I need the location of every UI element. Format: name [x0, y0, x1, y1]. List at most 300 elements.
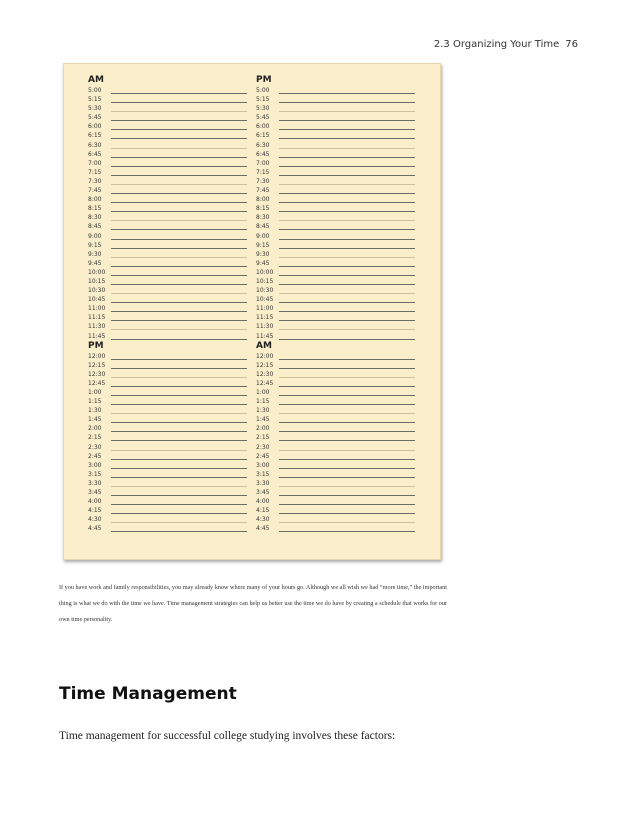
time-slot-label: 6:15: [88, 132, 102, 140]
time-slot-row: [256, 213, 272, 222]
time-slot-label: 8:00: [88, 196, 102, 204]
time-slot-row: [256, 397, 272, 406]
write-in-line[interactable]: [111, 93, 247, 94]
write-in-line[interactable]: [279, 377, 415, 378]
time-slot-label: 5:30: [88, 105, 102, 113]
time-slot-row: [256, 361, 272, 370]
time-slot-row: [88, 268, 104, 277]
write-in-line[interactable]: [111, 239, 247, 240]
time-slot-label: 11:15: [88, 314, 106, 322]
time-slot-label: 4:00: [88, 498, 102, 506]
time-slot-label: 5:45: [256, 114, 270, 122]
write-in-line[interactable]: [111, 386, 247, 387]
time-slot-row: [88, 95, 104, 104]
time-slot-row: [256, 122, 272, 131]
write-in-line[interactable]: [279, 211, 415, 212]
write-in-line[interactable]: [279, 413, 415, 414]
time-slot-label: 5:15: [88, 96, 102, 104]
time-slot-row: [256, 497, 272, 506]
time-slot-row: [88, 470, 104, 479]
write-in-line[interactable]: [279, 293, 415, 294]
time-slot-row: [256, 415, 272, 424]
time-slot-label: 9:45: [256, 259, 270, 267]
write-in-line[interactable]: [279, 431, 415, 432]
time-slot-label: 11:15: [256, 314, 274, 322]
write-in-line[interactable]: [279, 477, 415, 478]
time-slot-label: 2:15: [88, 434, 102, 442]
time-slot-row: [256, 352, 272, 361]
write-in-line[interactable]: [111, 175, 247, 176]
time-slot-label: 11:45: [88, 332, 106, 340]
period-header: PM: [256, 75, 272, 85]
time-slot-label: 5:30: [256, 105, 270, 113]
time-slot-label: 3:45: [256, 489, 270, 497]
time-slot-label: 4:45: [256, 525, 270, 533]
time-slot-row: [88, 141, 104, 150]
write-in-line[interactable]: [111, 257, 247, 258]
write-in-line[interactable]: [111, 413, 247, 414]
write-in-line[interactable]: [279, 102, 415, 103]
time-slot-label: 6:45: [256, 150, 270, 158]
time-slot-row: [88, 479, 104, 488]
write-in-line[interactable]: [111, 157, 247, 158]
time-slot-label: 4:15: [88, 507, 102, 515]
time-slot-label: 7:00: [88, 159, 102, 167]
time-slot-row: [256, 250, 272, 259]
write-in-line[interactable]: [279, 320, 415, 321]
time-slot-label: 2:00: [256, 425, 270, 433]
time-slot-row: [256, 332, 272, 341]
time-slot-row: [88, 204, 104, 213]
time-slot-row: [256, 86, 272, 95]
time-slot-row: [256, 506, 272, 515]
time-slot-label: 7:45: [256, 187, 270, 195]
period-header: AM: [88, 75, 104, 85]
write-in-line[interactable]: [111, 320, 247, 321]
time-slot-label: 7:00: [256, 159, 270, 167]
time-slot-label: 12:15: [88, 361, 106, 369]
time-slot-label: 1:45: [88, 416, 102, 424]
time-slot-label: 8:30: [256, 214, 270, 222]
time-slot-label: 9:30: [256, 250, 270, 258]
write-in-line[interactable]: [111, 129, 247, 130]
time-slot-row: [256, 461, 272, 470]
time-slot-label: 1:30: [88, 407, 102, 415]
time-slot-label: 10:00: [88, 268, 106, 276]
write-in-line[interactable]: [279, 302, 415, 303]
write-in-line[interactable]: [279, 275, 415, 276]
write-in-line[interactable]: [111, 248, 247, 249]
time-slot-row: [88, 222, 104, 231]
time-slot-row: [256, 259, 272, 268]
write-in-line[interactable]: [279, 522, 415, 523]
time-slot-row: [256, 406, 272, 415]
time-slot-label: 10:15: [256, 277, 274, 285]
time-slot-row: [88, 113, 104, 122]
write-in-line[interactable]: [279, 220, 415, 221]
write-in-line[interactable]: [279, 329, 415, 330]
time-slot-row: [88, 322, 104, 331]
write-in-line[interactable]: [279, 138, 415, 139]
write-in-line[interactable]: [279, 311, 415, 312]
write-in-line[interactable]: [279, 459, 415, 460]
time-slot-row: [88, 443, 104, 452]
time-slot-label: 9:30: [88, 250, 102, 258]
time-slot-row: [256, 186, 272, 195]
time-slot-row: [88, 104, 104, 113]
time-slot-label: 5:15: [256, 96, 270, 104]
time-slot-label: 2:45: [88, 452, 102, 460]
time-slot-row: [256, 268, 272, 277]
write-in-line[interactable]: [111, 504, 247, 505]
write-in-line[interactable]: [279, 386, 415, 387]
time-slot-row: [88, 397, 104, 406]
write-in-line[interactable]: [279, 359, 415, 360]
write-in-line[interactable]: [279, 339, 415, 340]
running-head: [434, 39, 578, 50]
time-slot-label: 4:30: [88, 516, 102, 524]
write-in-line[interactable]: [111, 431, 247, 432]
write-in-line[interactable]: [111, 111, 247, 112]
time-slot-label: 4:45: [88, 525, 102, 533]
write-in-line[interactable]: [279, 157, 415, 158]
write-in-line[interactable]: [111, 422, 247, 423]
time-slot-label: 6:30: [88, 141, 102, 149]
time-slot-label: 6:30: [256, 141, 270, 149]
time-slot-row: [256, 433, 272, 442]
time-slot-label: 9:15: [88, 241, 102, 249]
write-in-line[interactable]: [279, 368, 415, 369]
time-slot-row: [88, 177, 104, 186]
time-slot-label: 9:00: [88, 232, 102, 240]
write-in-line[interactable]: [111, 302, 247, 303]
write-in-line[interactable]: [111, 459, 247, 460]
time-slot-row: [88, 150, 104, 159]
time-slot-label: 1:15: [256, 398, 270, 406]
time-slot-label: 5:00: [256, 87, 270, 94]
write-in-line[interactable]: [279, 184, 415, 185]
write-in-line[interactable]: [111, 359, 247, 360]
time-slot-row: [256, 113, 272, 122]
time-slot-row: [256, 295, 272, 304]
write-in-line[interactable]: [111, 329, 247, 330]
write-in-line[interactable]: [111, 211, 247, 212]
write-in-line[interactable]: [111, 495, 247, 496]
time-slot-row: [256, 286, 272, 295]
time-slot-label: 4:30: [256, 516, 270, 524]
write-in-line[interactable]: [279, 175, 415, 176]
time-slot-label: 4:00: [256, 498, 270, 506]
write-in-line[interactable]: [111, 477, 247, 478]
write-in-line[interactable]: [111, 339, 247, 340]
write-in-line[interactable]: [111, 450, 247, 451]
time-slot-label: 1:30: [256, 407, 270, 415]
time-slot-row: [256, 322, 272, 331]
write-in-line[interactable]: [279, 248, 415, 249]
time-slot-row: [256, 141, 272, 150]
time-slot-row: [256, 379, 272, 388]
time-slot-label: 8:15: [256, 205, 270, 213]
time-slot-label: 3:30: [88, 479, 102, 487]
time-slot-label: 11:30: [256, 323, 274, 331]
time-slot-row: [88, 259, 104, 268]
time-slot-row: [88, 332, 104, 341]
time-slot-label: 8:45: [256, 223, 270, 231]
body-paragraph: If you have work and family responsibilities, you may already know where many of your hours go. Although we all wish we had “more time,” the important thing is what we do with the time we have. Time management strategies can help us better use the time we do have by creating a schedule that works for our own time personality.: [59, 584, 447, 623]
time-slot-label: 10:45: [256, 296, 274, 304]
time-slot-label: 8:00: [256, 196, 270, 204]
write-in-line[interactable]: [111, 184, 247, 185]
write-in-line[interactable]: [279, 486, 415, 487]
write-in-line[interactable]: [279, 531, 415, 532]
write-in-line[interactable]: [279, 148, 415, 149]
time-slot-row: [88, 186, 104, 195]
write-in-line[interactable]: [111, 229, 247, 230]
write-in-line[interactable]: [111, 486, 247, 487]
time-slot-label: 9:00: [256, 232, 270, 240]
time-slot-row: [88, 461, 104, 470]
write-in-line[interactable]: [111, 193, 247, 194]
intro-sentence: Time management for successful college studying involves these factors:: [59, 730, 396, 742]
time-slot-label: 6:15: [256, 132, 270, 140]
time-slot-row: [88, 304, 104, 313]
write-in-line[interactable]: [279, 266, 415, 267]
time-slot-row: [88, 370, 104, 379]
write-in-line[interactable]: [111, 513, 247, 514]
time-slot-row: [88, 424, 104, 433]
time-slot-label: 3:45: [88, 489, 102, 497]
time-slot-label: 1:15: [88, 398, 102, 406]
time-slot-label: 7:30: [88, 177, 102, 185]
write-in-line[interactable]: [111, 395, 247, 396]
time-slot-label: 6:00: [256, 123, 270, 131]
write-in-line[interactable]: [111, 522, 247, 523]
write-in-line[interactable]: [279, 468, 415, 469]
time-slot-row: [256, 150, 272, 159]
time-slot-label: 12:45: [88, 379, 106, 387]
write-in-line[interactable]: [111, 284, 247, 285]
planner-column-right: [256, 75, 272, 534]
write-in-line[interactable]: [111, 468, 247, 469]
time-slot-label: 12:30: [88, 370, 106, 378]
time-slot-label: 7:15: [88, 168, 102, 176]
write-in-line[interactable]: [111, 377, 247, 378]
time-slot-label: 9:45: [88, 259, 102, 267]
write-in-line[interactable]: [279, 129, 415, 130]
time-slot-row: [256, 370, 272, 379]
time-slot-label: 2:45: [256, 452, 270, 460]
time-slot-row: [88, 168, 104, 177]
time-slot-row: [256, 195, 272, 204]
time-slot-label: 10:30: [256, 287, 274, 295]
time-slot-row: [88, 488, 104, 497]
time-slot-row: [88, 286, 104, 295]
time-slot-row: [256, 488, 272, 497]
write-in-line[interactable]: [279, 450, 415, 451]
running-head-section: 2.3 Organizing Your Time: [433, 39, 560, 50]
time-slot-row: [88, 213, 104, 222]
time-slot-row: [256, 470, 272, 479]
time-slot-label: 10:00: [256, 268, 274, 276]
time-slot-row: [256, 131, 272, 140]
time-slot-row: [256, 443, 272, 452]
time-slot-row: [256, 515, 272, 524]
write-in-line[interactable]: [279, 202, 415, 203]
time-slot-row: [88, 250, 104, 259]
write-in-line[interactable]: [279, 239, 415, 240]
write-in-line[interactable]: [279, 395, 415, 396]
write-in-line[interactable]: [279, 504, 415, 505]
write-in-line[interactable]: [111, 404, 247, 405]
write-in-line[interactable]: [111, 138, 247, 139]
time-slot-label: 11:00: [88, 305, 106, 313]
time-slot-row: [256, 241, 272, 250]
write-in-line[interactable]: [111, 120, 247, 121]
write-in-line[interactable]: [111, 166, 247, 167]
time-slot-row: [88, 241, 104, 250]
time-slot-row: [88, 433, 104, 442]
time-slot-label: 11:30: [88, 323, 106, 331]
write-in-line[interactable]: [111, 275, 247, 276]
time-slot-row: [88, 131, 104, 140]
write-in-line[interactable]: [111, 148, 247, 149]
time-slot-label: 12:15: [256, 361, 274, 369]
time-slot-row: [88, 352, 104, 361]
time-slot-row: [88, 452, 104, 461]
time-slot-row: [88, 506, 104, 515]
time-slot-label: 12:45: [256, 379, 274, 387]
time-slot-row: [88, 497, 104, 506]
time-slot-label: 1:00: [256, 389, 270, 396]
time-slot-label: 12:00: [256, 352, 274, 360]
time-slot-row: [256, 313, 272, 322]
time-slot-row: [256, 479, 272, 488]
time-slot-row: [256, 424, 272, 433]
time-slot-row: [256, 388, 272, 397]
time-slot-row: [88, 195, 104, 204]
time-slot-label: 1:45: [256, 416, 270, 424]
write-in-line[interactable]: [111, 293, 247, 294]
time-slot-label: 12:30: [256, 370, 274, 378]
time-slot-row: [256, 177, 272, 186]
time-slot-row: [88, 159, 104, 168]
write-in-line[interactable]: [111, 311, 247, 312]
period-header: PM: [88, 340, 104, 351]
time-slot-row: [88, 515, 104, 524]
time-slot-row: [256, 168, 272, 177]
time-slot-row: [88, 232, 104, 241]
time-slot-row: [88, 415, 104, 424]
write-in-line[interactable]: [279, 495, 415, 496]
write-in-line[interactable]: [279, 404, 415, 405]
page-number: 76: [565, 39, 578, 50]
time-slot-label: 1:00: [88, 389, 102, 396]
write-in-line[interactable]: [111, 102, 247, 103]
time-slot-row: [88, 524, 104, 533]
time-slot-label: 2:30: [256, 443, 270, 451]
time-slot-label: 8:15: [88, 205, 102, 213]
time-slot-row: [256, 232, 272, 241]
time-slot-row: [88, 86, 104, 95]
time-slot-row: [256, 524, 272, 533]
write-in-line[interactable]: [111, 220, 247, 221]
time-slot-label: 10:30: [88, 287, 106, 295]
time-slot-label: 3:15: [88, 470, 102, 478]
write-in-line[interactable]: [279, 93, 415, 94]
write-in-line[interactable]: [279, 284, 415, 285]
time-slot-label: 2:00: [88, 425, 102, 433]
time-slot-label: 3:30: [256, 479, 270, 487]
write-in-line[interactable]: [279, 120, 415, 121]
time-slot-row: [88, 388, 104, 397]
time-slot-label: 7:15: [256, 168, 270, 176]
write-in-line[interactable]: [111, 531, 247, 532]
time-slot-row: [88, 406, 104, 415]
time-slot-row: [256, 95, 272, 104]
period-header: AM: [256, 340, 272, 351]
time-slot-label: 7:30: [256, 177, 270, 185]
write-in-line[interactable]: [279, 166, 415, 167]
write-in-line[interactable]: [279, 229, 415, 230]
write-in-line[interactable]: [111, 266, 247, 267]
time-slot-label: 3:00: [256, 461, 270, 469]
write-in-line[interactable]: [279, 440, 415, 441]
daily-schedule-planner: [63, 63, 441, 560]
write-in-line[interactable]: [279, 111, 415, 112]
write-in-line[interactable]: [111, 368, 247, 369]
time-slot-label: 4:15: [256, 507, 270, 515]
time-slot-row: [256, 104, 272, 113]
write-in-line[interactable]: [279, 422, 415, 423]
time-slot-label: 2:30: [88, 443, 102, 451]
time-slot-row: [256, 304, 272, 313]
time-slot-row: [256, 222, 272, 231]
time-slot-label: 3:15: [256, 470, 270, 478]
time-slot-row: [256, 159, 272, 168]
time-slot-label: 5:45: [88, 114, 102, 122]
time-slot-label: 12:00: [88, 352, 106, 360]
time-slot-row: [88, 295, 104, 304]
time-slot-label: 11:00: [256, 305, 274, 313]
time-slot-row: [256, 452, 272, 461]
time-slot-label: 11:45: [256, 332, 274, 340]
time-slot-label: 6:45: [88, 150, 102, 158]
write-in-line[interactable]: [111, 202, 247, 203]
time-slot-label: 3:00: [88, 461, 102, 469]
time-slot-row: [88, 313, 104, 322]
time-slot-row: [88, 277, 104, 286]
time-slot-row: [256, 204, 272, 213]
time-slot-row: [256, 277, 272, 286]
write-in-line[interactable]: [279, 513, 415, 514]
time-slot-label: 10:15: [88, 277, 106, 285]
planner-column-left: [88, 75, 104, 534]
time-slot-label: 9:15: [256, 241, 270, 249]
write-in-line[interactable]: [111, 440, 247, 441]
time-slot-label: 8:30: [88, 214, 102, 222]
time-slot-label: 5:00: [88, 87, 102, 94]
time-slot-label: 8:45: [88, 223, 102, 231]
section-heading: Time Management: [59, 684, 237, 704]
write-in-line[interactable]: [279, 193, 415, 194]
time-slot-row: [88, 361, 104, 370]
time-slot-row: [88, 379, 104, 388]
time-slot-label: 6:00: [88, 123, 102, 131]
time-slot-label: 2:15: [256, 434, 270, 442]
time-slot-row: [88, 122, 104, 131]
time-slot-label: 7:45: [88, 187, 102, 195]
write-in-line[interactable]: [279, 257, 415, 258]
